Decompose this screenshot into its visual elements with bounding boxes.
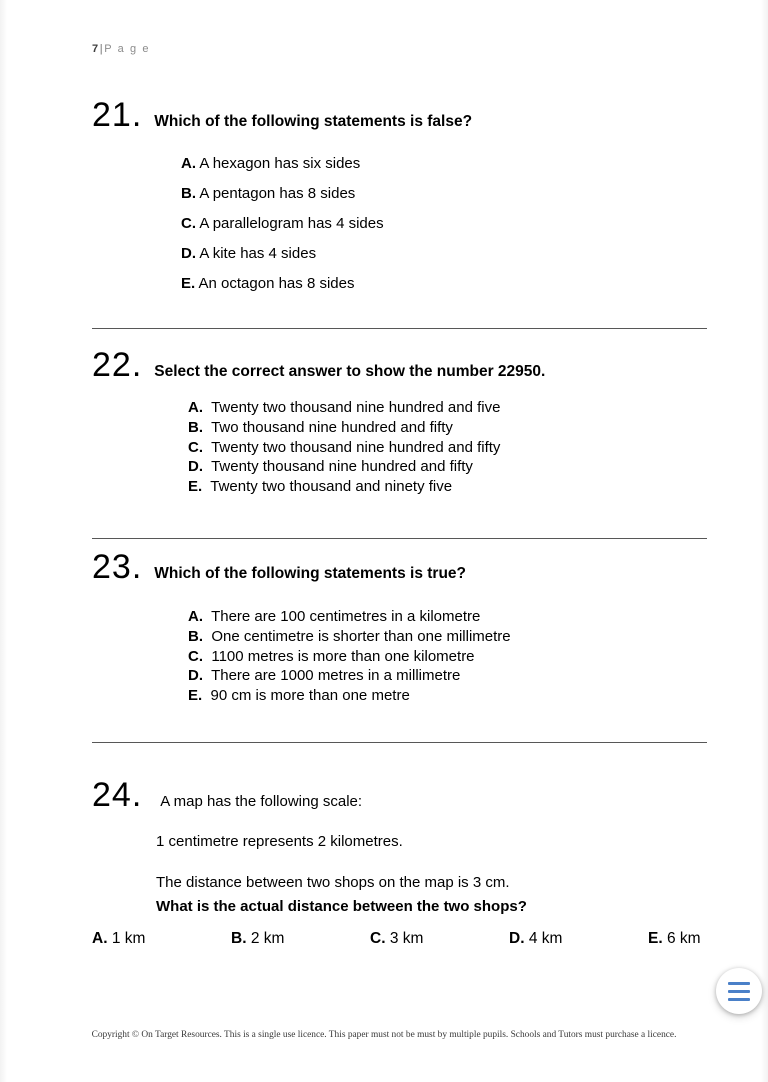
- option-item[interactable]: [181, 186, 712, 201]
- question-24-text: A map has the following scale:: [160, 793, 363, 810]
- option-text: A pentagon has 8 sides: [199, 185, 356, 202]
- hamburger-menu-icon: [728, 990, 750, 993]
- option-letter: C.: [370, 930, 386, 947]
- option-text: 1 km: [111, 930, 146, 947]
- option-letter: D.: [188, 667, 203, 685]
- page-edge-shadow-right: [761, 0, 768, 1082]
- option-item[interactable]: [188, 438, 712, 458]
- option-letter: C.: [181, 215, 196, 232]
- option-text: 90 cm is more than one metre: [210, 687, 410, 705]
- option-letter: D.: [509, 930, 525, 947]
- question-21-number: 21.: [92, 96, 143, 134]
- question-22-text: Select the correct answer to show the number 22950.: [154, 363, 546, 380]
- option-text: Twenty two thousand nine hundred and fifty: [211, 438, 501, 456]
- option-item[interactable]: [231, 930, 370, 948]
- option-letter: E.: [188, 478, 203, 496]
- option-item[interactable]: [648, 930, 701, 948]
- option-letter: D.: [188, 458, 203, 476]
- copyright-footer: Copyright © On Target Resources. This is a single use licence. This paper must not be must by multiple pupils. Schools and Tutors must purchase a licence.: [91, 1030, 677, 1040]
- option-item[interactable]: [188, 627, 712, 647]
- option-text: Twenty two thousand nine hundred and five: [211, 399, 501, 416]
- option-text: There are 1000 metres in a millimetre: [211, 667, 461, 685]
- option-text: 2 km: [250, 930, 285, 947]
- question-24-heading: [92, 778, 712, 812]
- question-24-body: [156, 833, 712, 916]
- question-24-number: 24.: [92, 776, 143, 814]
- option-text: A hexagon has six sides: [199, 155, 361, 172]
- option-item[interactable]: [181, 276, 712, 291]
- option-letter: B.: [188, 418, 203, 436]
- option-item[interactable]: [188, 457, 712, 477]
- question-24-scale-line: 1 centimetre represents 2 kilometres.: [156, 833, 403, 850]
- option-text: 3 km: [389, 930, 424, 947]
- hamburger-menu-icon: [728, 982, 750, 985]
- option-letter: C.: [188, 647, 203, 665]
- option-item[interactable]: [188, 686, 712, 706]
- option-text: One centimetre is shorter than one millimetre: [211, 627, 511, 645]
- question-24-distance-line: The distance between two shops on the map is 3 cm.: [156, 873, 510, 891]
- option-letter: E.: [648, 930, 663, 947]
- question-22: [92, 348, 712, 497]
- question-23-text: Which of the following statements is true?: [154, 565, 466, 582]
- option-text: A parallelogram has 4 sides: [199, 215, 384, 232]
- question-21: [92, 98, 712, 306]
- option-letter: A.: [92, 930, 108, 947]
- option-item[interactable]: [370, 930, 509, 948]
- option-letter: E.: [188, 687, 203, 705]
- option-letter: B.: [188, 627, 203, 645]
- option-letter: A.: [188, 608, 203, 625]
- option-text: 4 km: [528, 930, 563, 947]
- page-header-separator: |: [99, 43, 105, 55]
- floating-menu-button[interactable]: [716, 968, 762, 1014]
- page-header-label: P a g e: [104, 43, 151, 55]
- option-item[interactable]: [188, 647, 712, 667]
- question-21-heading: [92, 98, 712, 132]
- option-item[interactable]: [188, 607, 712, 627]
- option-text: 6 km: [666, 930, 701, 947]
- question-23: [92, 550, 712, 706]
- option-item[interactable]: [188, 477, 712, 497]
- section-divider-2: [92, 538, 707, 539]
- option-item[interactable]: [181, 216, 712, 231]
- option-letter: A.: [188, 399, 203, 416]
- option-text: A kite has 4 sides: [199, 245, 317, 262]
- question-21-text: Which of the following statements is false?: [154, 113, 473, 130]
- option-letter: D.: [181, 245, 196, 262]
- question-24-options: [92, 930, 712, 948]
- question-22-options: [188, 398, 712, 497]
- option-letter: A.: [181, 155, 196, 172]
- option-letter: E.: [181, 275, 196, 292]
- question-23-number: 23.: [92, 548, 143, 586]
- question-22-number: 22.: [92, 346, 143, 384]
- page-number: 7: [92, 43, 100, 55]
- option-text: Twenty thousand nine hundred and fifty: [211, 458, 473, 476]
- option-text: Twenty two thousand and ninety five: [210, 478, 453, 496]
- option-item[interactable]: [188, 398, 712, 418]
- question-24: [92, 778, 712, 916]
- section-divider-1: [92, 328, 707, 329]
- option-item[interactable]: [188, 418, 712, 438]
- page-edge-shadow-left: [0, 0, 7, 1082]
- option-text: 1100 metres is more than one kilometre: [211, 647, 475, 665]
- option-text: An octagon has 8 sides: [198, 275, 355, 292]
- question-22-heading: [92, 348, 712, 382]
- question-21-options: [181, 156, 712, 291]
- option-item[interactable]: [181, 156, 712, 171]
- option-item[interactable]: [181, 246, 712, 261]
- option-letter: C.: [188, 438, 203, 456]
- option-item[interactable]: [509, 930, 648, 948]
- question-24-prompt-line: What is the actual distance between the two shops?: [156, 897, 527, 915]
- section-divider-3: [92, 742, 707, 743]
- question-23-heading: [92, 550, 712, 584]
- hamburger-menu-icon: [728, 998, 750, 1001]
- question-23-options: [188, 607, 712, 706]
- option-item[interactable]: [92, 930, 231, 948]
- option-item[interactable]: [188, 666, 712, 686]
- page-number-header: [92, 43, 150, 55]
- option-text: Two thousand nine hundred and fifty: [211, 418, 453, 436]
- option-letter: B.: [181, 185, 196, 202]
- option-letter: B.: [231, 930, 247, 947]
- option-text: There are 100 centimetres in a kilometre: [211, 608, 481, 625]
